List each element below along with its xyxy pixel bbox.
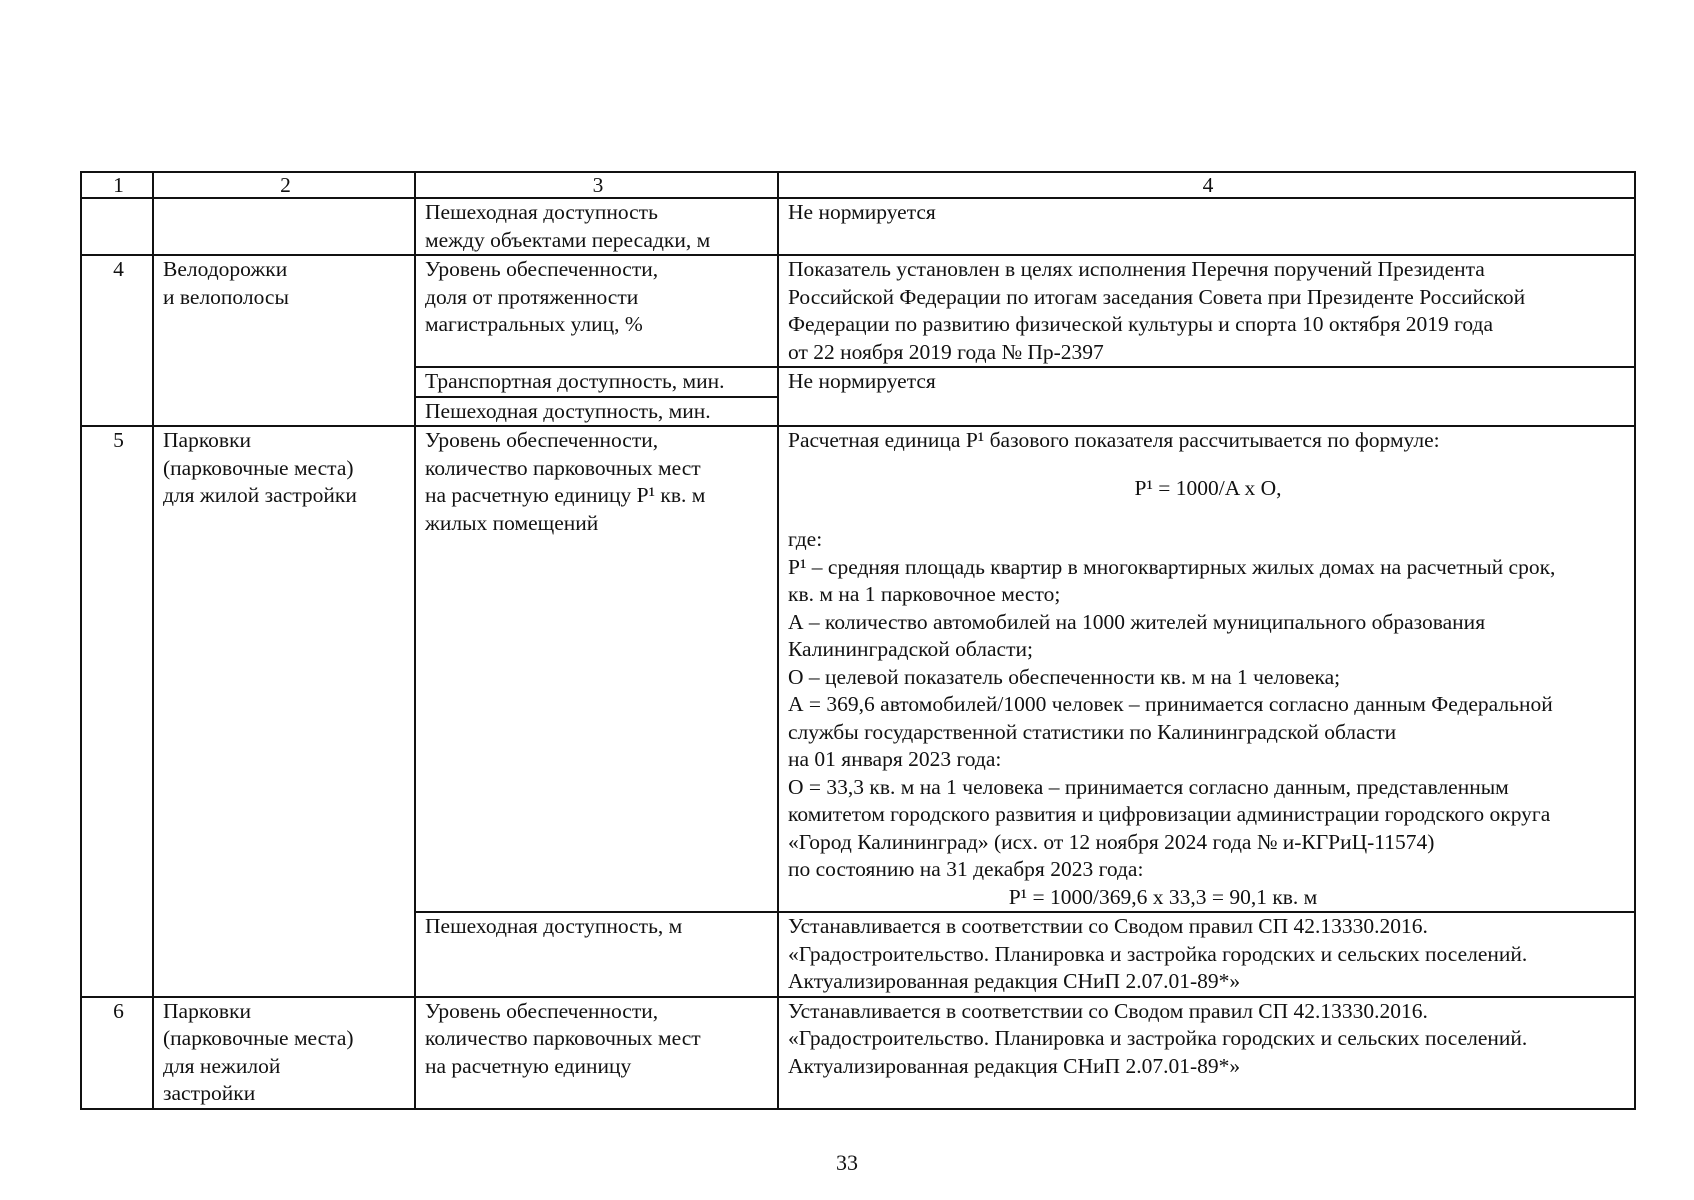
row-number-cell: 6	[81, 997, 153, 1109]
cell-line: магистральных улиц, %	[425, 312, 643, 336]
row-number-cell	[81, 198, 153, 255]
cell-line: Устанавливается в соответствии со Сводом правил СП 42.13330.2016.	[788, 998, 1428, 1023]
cell-line: Пешеходная доступность, мин.	[425, 398, 711, 423]
table-row	[81, 426, 1635, 912]
table-row	[81, 198, 1635, 255]
formula-intro: Расчетная единица P¹ базового показателя рассчитывается по формуле:	[788, 428, 1440, 452]
cell-line: Федерации по развитию физической культуры и спорта 10 октября 2019 года	[788, 312, 1494, 336]
indicator-cell	[415, 397, 778, 427]
indicator-cell	[415, 255, 778, 367]
cell-line: Актуализированная редакция СНиП 2.07.01-89*»	[788, 1053, 1241, 1078]
cell-line: Не нормируется	[788, 200, 936, 224]
cell-line: где:	[788, 527, 823, 551]
indicators-table	[80, 171, 1636, 1110]
header-cell: 4	[778, 172, 1635, 198]
cell-line: на 01 января 2023 года:	[788, 747, 1002, 771]
cell-line: Российской Федерации по итогам заседания Совета при Президенте Российской	[788, 284, 1526, 309]
formula: P¹ = 1000/A x O,	[1134, 475, 1282, 500]
header-cell: 3	[415, 172, 778, 198]
cell-line: Актуализированная редакция СНиП 2.07.01-89*»	[788, 969, 1241, 993]
cell-line: для жилой застройки	[163, 483, 357, 507]
indicator-cell	[415, 367, 778, 397]
indicator-cell	[415, 912, 778, 997]
cell-line: Парковки	[163, 428, 252, 452]
object-name-cell	[153, 997, 415, 1109]
cell-line: Калининградской области;	[788, 637, 1033, 661]
value-cell	[778, 198, 1635, 255]
cell-line: застройки	[163, 1081, 256, 1105]
cell-line: количество парковочных мест	[425, 1026, 701, 1050]
cell-line: Парковки	[163, 998, 252, 1023]
cell-line: службы государственной статистики по Калининградской области	[788, 719, 1397, 744]
header-cell: 1	[81, 172, 153, 198]
row-number-cell: 5	[81, 426, 153, 997]
cell-line: комитетом городского развития и цифровизации администрации городского округа	[788, 802, 1551, 826]
header-cell: 2	[153, 172, 415, 198]
cell-line: Пешеходная доступность, м	[425, 914, 683, 938]
indicator-cell	[415, 426, 778, 912]
cell-line: Показатель установлен в целях исполнения Перечня поручений Президента	[788, 257, 1485, 281]
value-cell	[778, 912, 1635, 997]
cell-line: «Город Калининград» (исх. от 12 ноября 2024 года № и-КГРиЦ-11574)	[788, 829, 1435, 854]
cell-line: и велополосы	[163, 284, 289, 309]
value-cell	[778, 367, 1635, 426]
cell-line: Транспортная доступность, мин.	[425, 369, 725, 393]
cell-line: количество парковочных мест	[425, 455, 701, 480]
cell-line: «Градостроительство. Планировка и застройка городских и сельских поселений.	[788, 1026, 1528, 1050]
cell-line: Устанавливается в соответствии со Сводом правил СП 42.13330.2016.	[788, 914, 1428, 938]
object-name-cell	[153, 198, 415, 255]
cell-line: А = 369,6 автомобилей/1000 человек – принимается согласно данным Федеральной	[788, 692, 1553, 716]
cell-line: между объектами пересадки, м	[425, 227, 711, 252]
table-header-row	[81, 172, 1635, 198]
value-cell	[778, 997, 1635, 1109]
indicator-cell	[415, 997, 778, 1109]
value-cell	[778, 426, 1635, 912]
cell-line: А – количество автомобилей на 1000 жителей муниципального образования	[788, 609, 1486, 634]
table-row	[81, 997, 1635, 1109]
cell-line: О = 33,3 кв. м на 1 человека – принимается согласно данным, представленным	[788, 774, 1509, 799]
object-name-cell	[153, 426, 415, 997]
cell-line: жилых помещений	[425, 510, 599, 535]
object-name-cell	[153, 255, 415, 426]
cell-line: Велодорожки	[163, 257, 288, 281]
cell-line: О – целевой показатель обеспеченности кв. м на 1 человека;	[788, 664, 1341, 689]
cell-line: (парковочные места)	[163, 455, 354, 480]
cell-line: от 22 ноября 2019 года № Пр-2397	[788, 339, 1104, 364]
cell-line: Не нормируется	[788, 369, 936, 393]
cell-line: Уровень обеспеченности,	[425, 428, 659, 452]
calculation-result: P¹ = 1000/369,6 x 33,3 = 90,1 кв. м	[1008, 884, 1318, 909]
cell-line: по состоянию на 31 декабря 2023 года:	[788, 857, 1144, 881]
cell-line: на расчетную единицу P¹ кв. м	[425, 483, 706, 507]
table-row	[81, 255, 1635, 367]
indicator-cell	[415, 198, 778, 255]
cell-line: доля от протяженности	[425, 284, 639, 309]
cell-line: Уровень обеспеченности,	[425, 257, 659, 281]
cell-line: (парковочные места)	[163, 1026, 354, 1050]
cell-line: Пешеходная доступность	[425, 200, 658, 224]
cell-line: «Градостроительство. Планировка и застройка городских и сельских поселений.	[788, 941, 1528, 966]
value-cell	[778, 255, 1635, 367]
cell-line: P¹ – средняя площадь квартир в многоквартирных жилых домах на расчетный срок,	[788, 554, 1556, 579]
page-number: 33	[836, 1150, 858, 1175]
row-number-cell: 4	[81, 255, 153, 426]
cell-line: кв. м на 1 парковочное место;	[788, 582, 1061, 606]
cell-line: для нежилой	[163, 1053, 281, 1078]
cell-line: на расчетную единицу	[425, 1053, 632, 1078]
cell-line: Уровень обеспеченности,	[425, 998, 659, 1023]
